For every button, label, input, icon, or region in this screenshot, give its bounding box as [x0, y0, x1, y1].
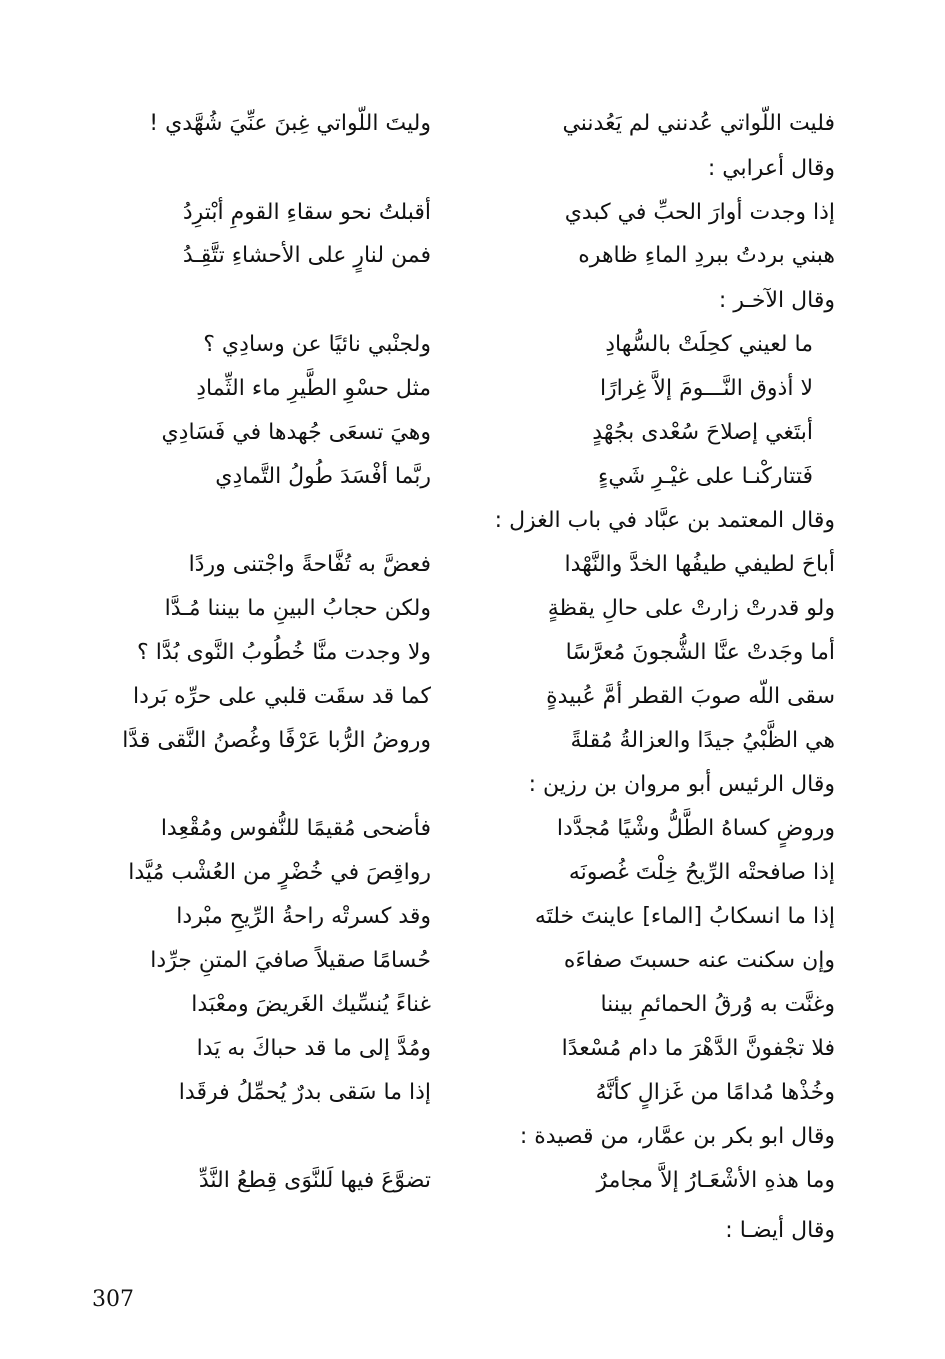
right-line-5: وقال الآخـر :: [718, 288, 835, 313]
right-line-19: إذا ما انسكابُ [الماء] عاينتَ خلتَه: [534, 904, 835, 929]
right-line-24: وقال ابو بكر بن عمَّار، من قصيدة :: [519, 1124, 835, 1149]
left-line-2: أقبلتُ نحو سقاءِ القومِ أبْترِدُ: [182, 200, 431, 225]
left-line-15: وقد كسرتْه راحةُ الرِّيحِ مبْردا: [176, 904, 431, 929]
left-line-3: فمن لنارٍ على الأحشاءِ تتَّقِـدُ: [182, 243, 431, 268]
right-line-13: أما وجَدتْ عنَّا الشُّجونَ مُعرَّسًا: [565, 640, 835, 665]
left-line-12: وروضُ الرُّبا عَرْفًا وغُصنُ النَّقى قدَّا: [122, 728, 431, 753]
left-line-13: فأضحى مُقيمًا للنُّفوس ومُقْعِدا: [160, 816, 431, 841]
right-line-17: وروضٍ كساهُ الطَّلُّ وشْيًا مُجدَّدا: [556, 816, 835, 841]
right-line-2: وقال أعرابي :: [707, 156, 835, 181]
right-line-16: وقال الرئيس أبو مروان بن رزين :: [528, 772, 835, 797]
right-line-21: وغنَّت به وُرقُ الحمائمِ بيننا: [600, 992, 835, 1017]
right-line-20: وإن سكنت عنه حسبتَ صفاءَه: [563, 948, 835, 973]
left-line-6: وهيَ تسعَى جُهدها في فَسَادِي: [161, 420, 431, 445]
page-number: 307: [92, 1287, 134, 1312]
right-line-15: هي الظَّبْيُ جيدًا والعزالةُ مُقلةً: [570, 728, 835, 753]
left-line-11: كما قد سقَت قلبي على حرِّه بَردا: [132, 684, 431, 709]
right-line-4: هبني بردتُ ببردِ الماءِ ظاهره: [578, 243, 835, 268]
right-line-25: وما هذهِ الأشْعَـارُ إلاَّ مجامرٌ: [596, 1168, 835, 1193]
right-line-18: إذا صافحتْه الرِّيحُ خِلْتَ غُصونَه: [568, 860, 835, 885]
left-line-9: ولكن حجابُ البينِ ما بيننا مُـدَّا: [164, 596, 431, 621]
right-line-11: أباحَ لطيفي طيفُها الخدَّ والنَّهْدا: [564, 552, 835, 577]
right-line-3: إذا وجدت أوارَ الحبِّ في كبدي: [564, 200, 835, 225]
left-line-18: ومُدَّ إلى ما قد حباكَ به يَدا: [196, 1036, 431, 1061]
right-line-9: فَتتاركْنـا على غيْـرِ شَيءٍ: [598, 464, 813, 489]
left-line-5: مثل حسْوِ الطَّيرِ ماء الثِّمادِ: [196, 376, 431, 401]
left-line-4: ولجنْبي نائيًا عن وسادِي ؟: [203, 332, 431, 357]
left-line-17: غناءً يُنسِّيك الغَريضَ ومعْبَدا: [191, 992, 431, 1017]
left-line-7: ربَّما أفْسَدَ طُولُ التَّمادِي: [215, 464, 431, 489]
left-line-14: رواقِصَ في خُضْرٍ من العُشْب مُيَّدا: [128, 860, 431, 885]
left-line-19: إذا ما سَقى بدرٌ يُحمِّلُ فرقَدا: [178, 1080, 431, 1105]
right-line-10: وقال المعتمد بن عبَّاد في باب الغزل :: [494, 508, 835, 533]
right-line-14: سقى اللّه صوبَ القطر أمَّ عُبيدةٍ: [546, 684, 835, 709]
left-line-16: حُسامًا صقيلاً صافيَ المتنِ جرِّدا: [150, 948, 431, 973]
right-line-1: فليت اللّواتي عُدنني لم يَعُدنني: [562, 111, 835, 136]
right-line-8: أبتَغي إصلاحَ سُعْدى بجُهْدٍ: [592, 420, 813, 445]
right-line-12: ولو قدرتْ زارتْ على حالِ يقظةٍ: [547, 596, 835, 621]
left-line-8: فعضَّ به تُفَّاحةً واجْتنى وردًا: [188, 552, 431, 577]
left-line-20: تضوَّعَ فيها لَلنَّوَى قِطعُ النَّدِّ: [198, 1168, 431, 1193]
left-line-10: ولا وجدت منَّا خُطُوبُ النَّوى بُدَّا ؟: [137, 640, 431, 665]
right-line-7: لا أذوق النَّـــومَ إلاَّ غِرارًا: [599, 376, 813, 401]
left-line-1: وليتَ اللّواتي غِبنَ عنِّيَ شُهَّدي !: [149, 111, 431, 136]
right-line-6: ما لعيني كحِلَتْ بالسُّهادِ: [605, 332, 813, 357]
right-line-26: وقال أيضـا :: [725, 1218, 835, 1243]
right-line-23: وخُذْها مُدامًا من غَزالٍ كأنَّهُ: [595, 1080, 835, 1105]
right-line-22: فلا تجْفونَّ الدَّهْرَ ما دام مُسْعدًا: [561, 1036, 835, 1061]
